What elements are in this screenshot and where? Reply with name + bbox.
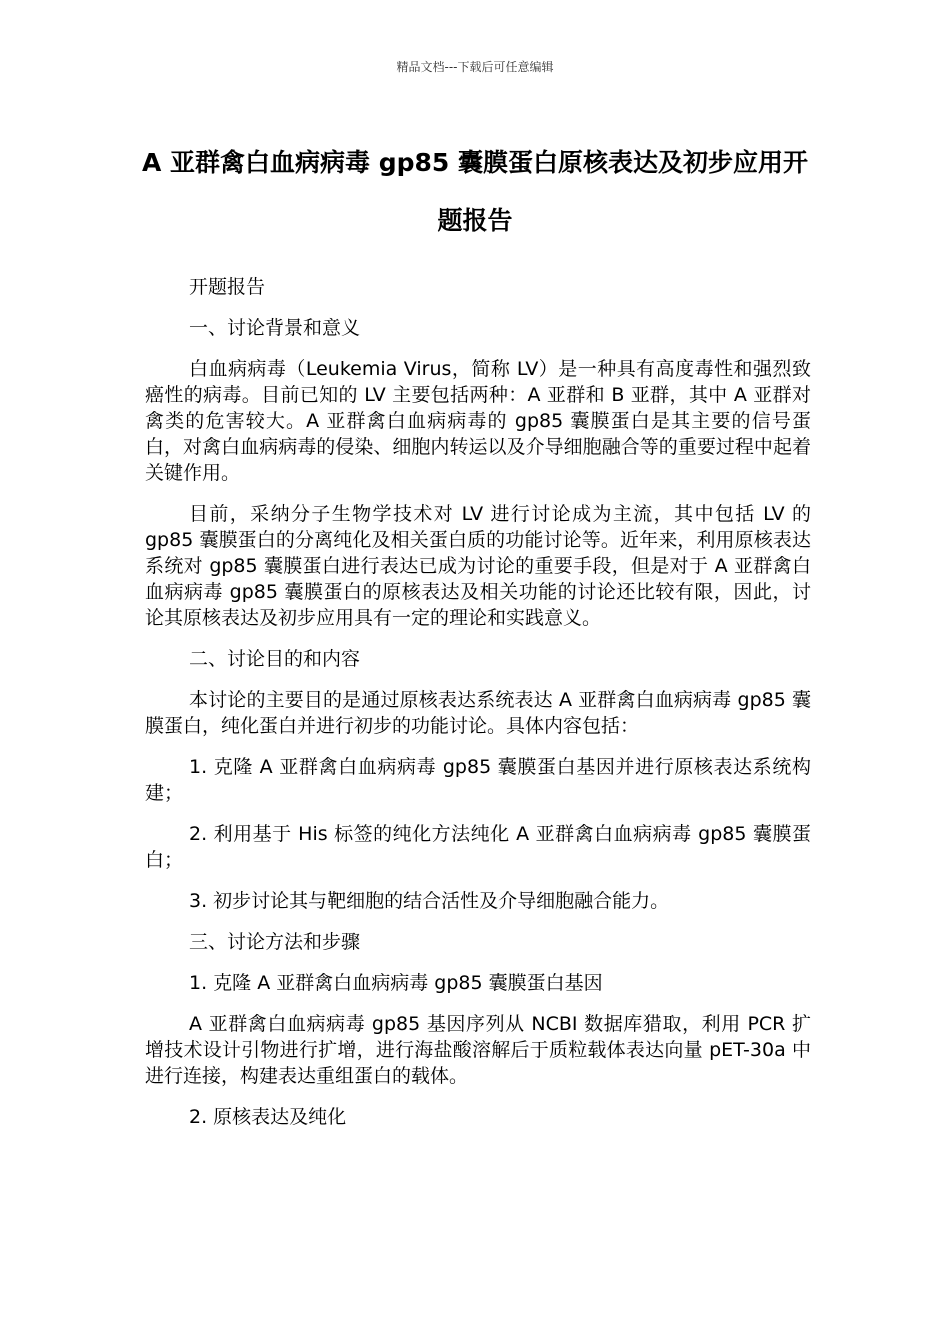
section-heading: 二、讨论目的和内容 bbox=[189, 648, 361, 670]
list-item: 2. 利用基于 His 标签的纯化方法纯化 A 亚群禽白血病病毒 gp85 囊膜蛋白； bbox=[145, 823, 811, 871]
subsection-heading: 1. 克隆 A 亚群禽白血病病毒 gp85 囊膜蛋白基因 bbox=[189, 972, 603, 994]
document-title: A 亚群禽白血病病毒 gp85 囊膜蛋白原核表达及初步应用开题报告 bbox=[141, 148, 809, 235]
subsection-heading: 2. 原核表达及纯化 bbox=[189, 1106, 347, 1128]
paragraph: 白血病病毒（Leukemia Virus，简称 LV）是一种具有高度毒性和强烈致癌性的病毒。目前已知的 LV 主要包括两种：A 亚群和 B 亚群，其中 A 亚群对禽类的危害较大。A 亚群禽白血病病毒的 gp85 囊膜蛋白是其主要的信号蛋白，对禽白血病病毒的侵染、细胞内转运以及介导细胞融合等的重要过程中起着关键作用。 bbox=[145, 358, 811, 484]
list-item: 3. 初步讨论其与靶细胞的结合活性及介导细胞融合能力。 bbox=[189, 890, 670, 912]
section-heading: 三、讨论方法和步骤 bbox=[189, 931, 361, 953]
paragraph: 本讨论的主要目的是通过原核表达系统表达 A 亚群禽白血病病毒 gp85 囊膜蛋白，纯化蛋白并进行初步的功能讨论。具体内容包括： bbox=[145, 689, 811, 737]
document-body bbox=[145, 274, 811, 1145]
paragraph: A 亚群禽白血病病毒 gp85 基因序列从 NCBI 数据库猎取，利用 PCR 扩增技术设计引物进行扩增，进行海盐酸溶解后于质粒载体表达向量 pET-30a 中进行连接，构建表达重组蛋白的载体。 bbox=[145, 1013, 811, 1087]
list-item: 1. 克隆 A 亚群禽白血病病毒 gp85 囊膜蛋白基因并进行原核表达系统构建； bbox=[145, 756, 811, 804]
section-heading: 一、讨论背景和意义 bbox=[189, 317, 361, 339]
paragraph-heading: 开题报告 bbox=[189, 276, 266, 298]
paragraph: 目前，采纳分子生物学技术对 LV 进行讨论成为主流，其中包括 LV 的 gp85 囊膜蛋白的分离纯化及相关蛋白质的功能讨论等。近年来，利用原核表达系统对 gp85 囊膜蛋白进行表达已成为讨论的重要手段，但是对于 A 亚群禽白血病病毒 gp85 囊膜蛋白的原核表达及相关功能的讨论还比较有限，因此，讨论其原核表达及初步应用具有一定的理论和实践意义。 bbox=[145, 503, 811, 629]
header-note: 精品文档---下载后可任意编辑 bbox=[396, 60, 554, 74]
